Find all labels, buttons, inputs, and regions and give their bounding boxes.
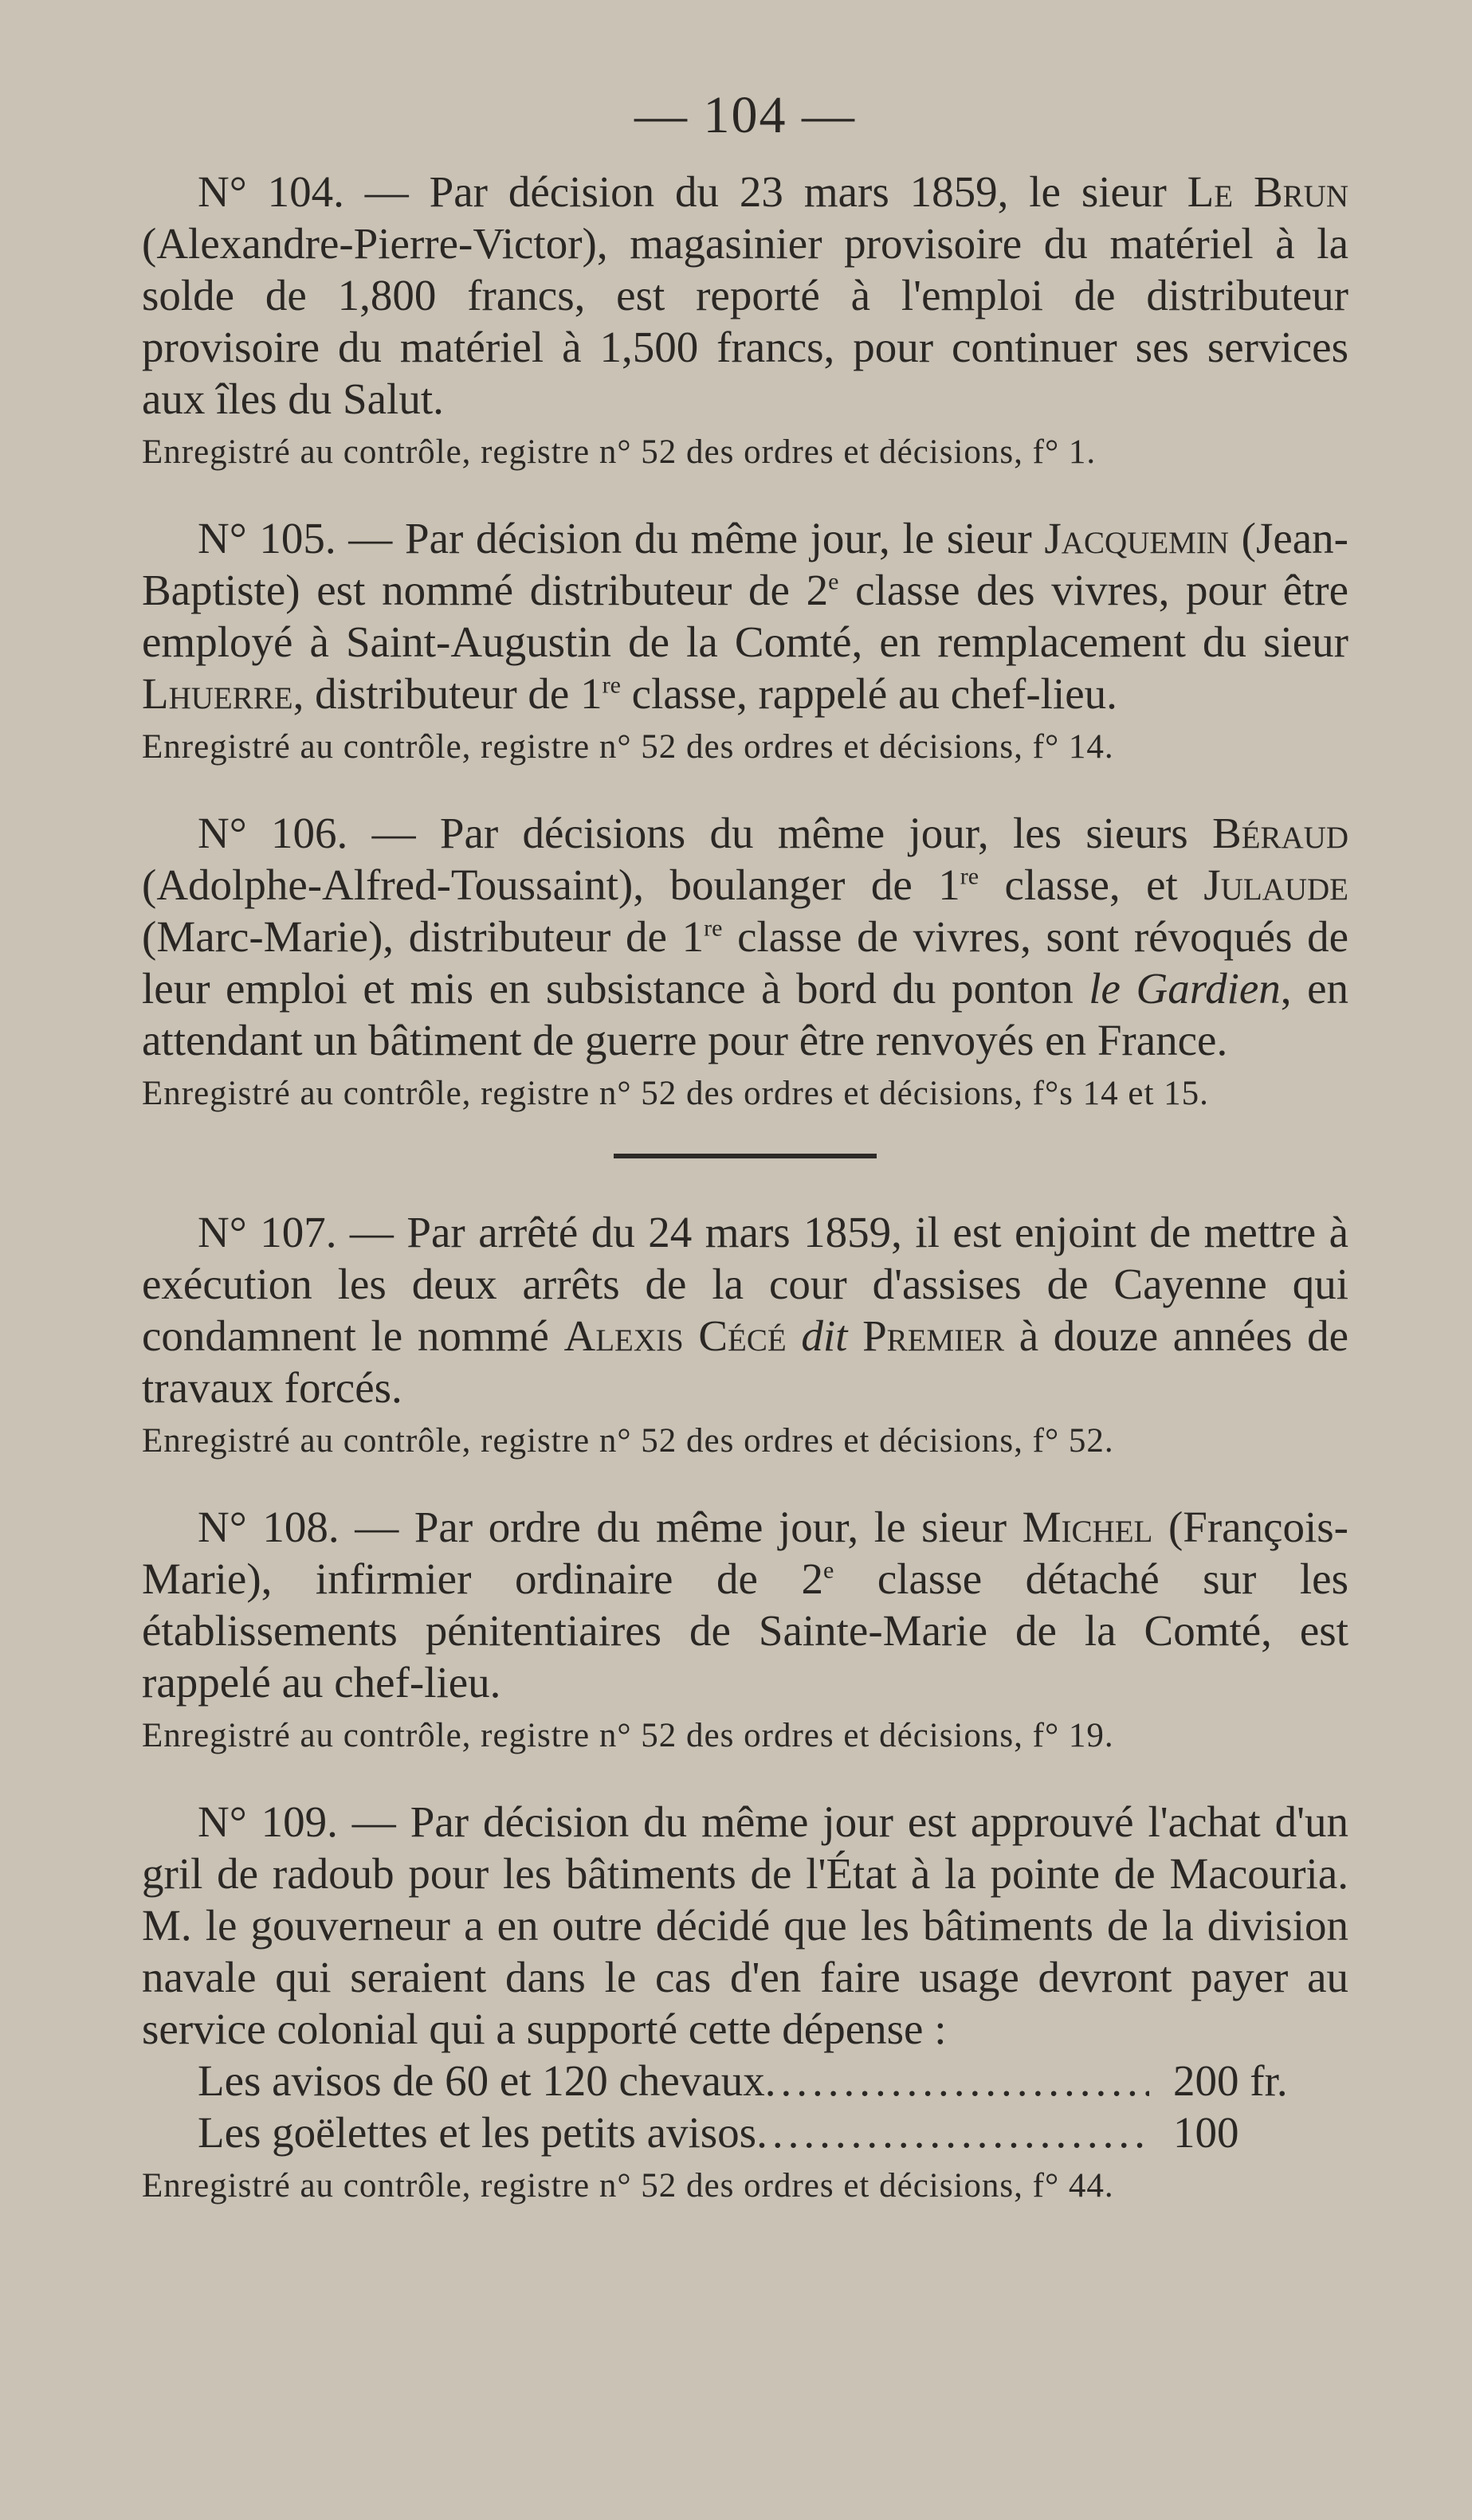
entry-text-part: (Alexandre-Pierre-Victor), magasinier provisoire du matériel à la solde de 1,800 francs, est reporté à l'emploi de distributeur provisoire du matériel à 1,500 francs, pour continuer ses services aux îles du Salut.: [142, 219, 1348, 423]
entry-number: N° 105.: [198, 514, 336, 562]
entry-text-part: — Par décision du même jour, le sieur: [336, 514, 1045, 562]
entry-104: [142, 166, 1348, 474]
superscript: re: [960, 863, 979, 890]
fee-label: Les goëlettes et les petits avisos: [198, 2108, 757, 2157]
dot-leader: [765, 2055, 1149, 2107]
entry-text-part: classe de vivres, sont révoqués de leur emploi et mis en subsistance à bord du ponton: [142, 912, 1348, 1013]
person-name: Michel: [1022, 1503, 1153, 1551]
entry-number: N° 107.: [198, 1208, 337, 1256]
entry-text-part: (Jean-Baptiste) est nommé distributeur de 2: [142, 514, 1348, 614]
ship-name: le Gardien: [1089, 964, 1281, 1013]
person-name: Béraud: [1212, 809, 1349, 857]
registration-note: Enregistré au contrôle, registre n° 52 des ordres et décisions, f° 44.: [142, 2167, 1114, 2205]
entry-text-part: — Par décision du 23 mars 1859, le sieur: [343, 167, 1187, 216]
entry-text-part: , distributeur de 1: [292, 669, 603, 718]
entry-text-part: à douze années de travaux forcés.: [142, 1311, 1348, 1412]
registration-note: Enregistré au contrôle, registre n° 52 des ordres et décisions, f° 19.: [142, 1717, 1114, 1754]
entry-text-part: , en attendant un bâtiment de guerre pour être renvoyés en France.: [142, 964, 1348, 1064]
superscript: re: [602, 672, 621, 699]
entry-text: [142, 512, 1348, 719]
entry-number: N° 109.: [198, 1797, 338, 1846]
section-divider: [614, 1154, 877, 1158]
entry-text-part: — Par ordre du même jour, le sieur: [339, 1503, 1023, 1551]
entry-text-part: classe des vivres, pour être employé à Saint-Augustin de la Comté, en remplacement du sieur: [142, 566, 1348, 666]
registration-note: Enregistré au contrôle, registre n° 52 des ordres et décisions, f°s 14 et 15.: [142, 1075, 1209, 1112]
entry-text-part: (François-Marie), infirmier ordinaire de 2: [142, 1503, 1349, 1603]
page-number: — 104 —: [634, 86, 856, 144]
entry-text-part: (Adolphe-Alfred-Toussaint), boulanger de 1: [142, 860, 960, 909]
entry-text-part: classe, et: [979, 860, 1204, 909]
entry-number: N° 106.: [198, 809, 348, 857]
entry-106: [142, 807, 1348, 1115]
entry-text-part: (Marc-Marie), distributeur de 1: [142, 912, 705, 961]
superscript: re: [704, 915, 723, 942]
entry-text-part: — Par arrêté du 24 mars 1859, il est enjoint de mettre à exécution les deux arrêts de la cour d'assises de Cayenne qui condamnent le nommé: [142, 1208, 1349, 1360]
alias-word: dit: [801, 1311, 848, 1360]
person-name: Julaude: [1203, 860, 1348, 909]
person-name: Lhuerre: [142, 669, 293, 718]
entry-text-part: — Par décisions du même jour, les sieurs: [347, 809, 1212, 857]
entry-107: [142, 1206, 1348, 1463]
entry-text: [142, 1206, 1348, 1413]
person-name: Jacquemin: [1044, 514, 1229, 562]
fee-line: [142, 2107, 1348, 2158]
entry-text: [142, 1501, 1348, 1708]
entry-105: [142, 512, 1348, 769]
fee-value: 200 fr.: [1173, 2056, 1288, 2105]
entry-number: N° 108.: [198, 1503, 340, 1551]
entry-text: [142, 807, 1348, 1066]
registration-note: Enregistré au contrôle, registre n° 52 des ordres et décisions, f° 14.: [142, 728, 1114, 766]
entry-text-part: classe détaché sur les établissements pénitentiaires de Sainte-Marie de la Comté, est rappelé au chef-lieu.: [142, 1554, 1348, 1707]
dot-leader: [756, 2107, 1149, 2158]
entry-text: [142, 1796, 1348, 2055]
entry-text: [142, 166, 1348, 425]
fee-value: 100: [1173, 2108, 1239, 2157]
document-page: [142, 88, 1348, 2208]
entry-number: N° 104.: [198, 167, 344, 216]
entry-109: [142, 1796, 1348, 2208]
entry-108: [142, 1501, 1348, 1758]
entry-text-part: classe, rappelé au chef-lieu.: [620, 669, 1117, 718]
fee-label: Les avisos de 60 et 120 chevaux: [198, 2056, 765, 2105]
entry-text-part: — Par décision du même jour est approuvé l'achat d'un gril de radoub pour les bâtiments de l'État à la pointe de Macouria. M. le gouverneur a en outre décidé que les bâtiments de la division navale qui seraient dans le cas d'en faire usage devront payer au service colonial qui a supporté cette dépense :: [142, 1797, 1349, 2053]
registration-note: Enregistré au contrôle, registre n° 52 des ordres et décisions, f° 52.: [142, 1422, 1114, 1460]
superscript: e: [822, 1557, 834, 1584]
registration-note: Enregistré au contrôle, registre n° 52 des ordres et décisions, f° 1.: [142, 433, 1097, 471]
person-name: Le Brun: [1187, 167, 1348, 216]
person-name: Alexis Cécé: [563, 1311, 787, 1360]
person-alias: Premier: [862, 1311, 1005, 1360]
superscript: e: [828, 568, 839, 595]
fee-line: [142, 2055, 1348, 2107]
